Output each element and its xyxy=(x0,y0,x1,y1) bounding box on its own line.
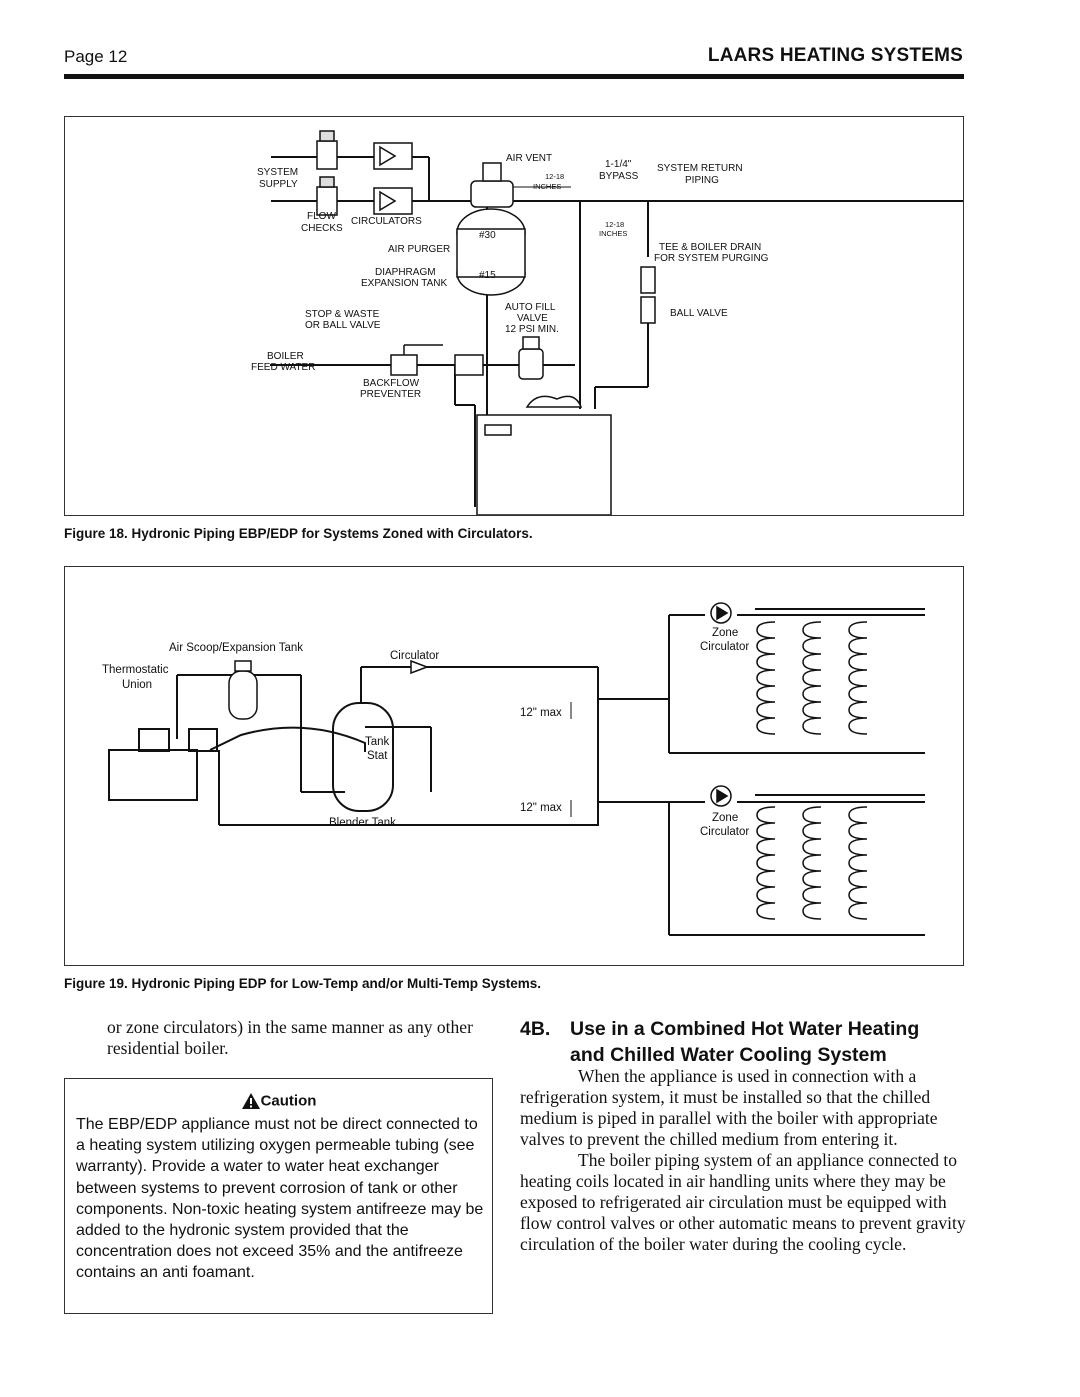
figure-18-diagram xyxy=(64,116,964,516)
tank-stat-label-1: Tank xyxy=(365,736,390,748)
caution-heading xyxy=(65,1092,492,1110)
figure-19-diagram xyxy=(64,566,964,966)
tee-label-2: FOR SYSTEM PURGING xyxy=(654,253,769,264)
diaphragm-label-1: DIAPHRAGM xyxy=(375,267,436,278)
header-rule xyxy=(64,74,964,79)
dim-b-label-1: 12-18 xyxy=(605,220,625,229)
stop-waste-label-2: OR BALL VALVE xyxy=(305,320,381,331)
circulators-label: CIRCULATORS xyxy=(351,216,422,227)
dim-a-label-1: 12-18 xyxy=(545,172,565,181)
system-return-label-2: PIPING xyxy=(685,175,719,186)
figure-19-caption: Figure 19. Hydronic Piping EDP for Low-Temp and/or Multi-Temp Systems. xyxy=(64,976,542,991)
circulator-label: Circulator xyxy=(390,650,440,662)
caution-box xyxy=(64,1078,493,1314)
paragraph-1: When the appliance is used in connection with a refrigeration system, it must be installed so that the chilled medium is piped in parallel with the boiler with appropriate valves to prevent the chilled medium from entering it. xyxy=(520,1066,938,1149)
caution-body: The EBP/EDP appliance must not be direct connected to a heating system utilizing oxygen permeable tubing (see warranty). Provide a water to water heat exchanger between systems to prevent corrosion of tank or other components. Non-toxic heating system antifreeze may be added to the hydronic system provided that the concentration does not exceed 35% and the antifreeze contains an anti foamant. xyxy=(76,1116,484,1282)
thermostatic-label-1: Thermostatic xyxy=(102,664,169,676)
section-title-line-2: and Chilled Water Cooling System xyxy=(570,1044,887,1066)
air-purger-label: AIR PURGER xyxy=(388,244,451,255)
brand-title: LAARS HEATING SYSTEMS xyxy=(707,45,963,66)
system-supply-label-2: SUPPLY xyxy=(259,179,298,190)
dim-b-label-2: INCHES xyxy=(599,229,628,238)
backflow-label-2: PREVENTER xyxy=(360,389,422,400)
system-supply-label-1: SYSTEM xyxy=(257,167,299,178)
figure-18-caption: Figure 18. Hydronic Piping EBP/EDP for Systems Zoned with Circulators. xyxy=(64,526,533,541)
bypass-label-1: 1-1/4" xyxy=(605,159,632,170)
tee-label-1: TEE & BOILER DRAIN xyxy=(659,242,762,253)
caution-title: Caution xyxy=(260,1092,317,1110)
zone-top-label-2: Circulator xyxy=(700,641,750,653)
zone-top-label-1: Zone xyxy=(712,627,739,639)
section-number: 4B. xyxy=(520,1018,551,1040)
stop-waste-label-1: STOP & WASTE xyxy=(305,309,380,320)
auto-fill-label-3: 12 PSI MIN. xyxy=(505,324,559,335)
auto-fill-label-2: VALVE xyxy=(517,313,548,324)
section-heading xyxy=(520,1016,975,1068)
auto-fill-label-1: AUTO FILL xyxy=(505,302,556,313)
figure-18-svg xyxy=(65,117,963,515)
blender-tank-label: Blender Tank xyxy=(329,817,396,829)
bypass-label-2: BYPASS xyxy=(599,171,639,182)
continued-paragraph: or zone circulators) in the same manner as any other residential boiler. xyxy=(107,1017,473,1058)
paragraph-2: The boiler piping system of an appliance connected to heating coils located in air handling units where they may be exposed to refrigerated air circulation must be equipped with flow control valves or other automatic means to prevent gravity circulation of the boiler water during the cooling cycle. xyxy=(520,1150,966,1254)
flow-checks-label-1: FLOW xyxy=(307,211,336,222)
thermostatic-label-2: Union xyxy=(122,679,153,691)
max-bottom-label: 12" max xyxy=(520,802,562,814)
zone-bottom-label-2: Circulator xyxy=(700,826,750,838)
air-scoop-label: Air Scoop/Expansion Tank xyxy=(169,642,304,654)
diaphragm-label-2: EXPANSION TANK xyxy=(361,278,448,289)
flow-checks-label-2: CHECKS xyxy=(301,223,343,234)
page-number: Page 12 xyxy=(64,47,128,66)
boiler-feed-label-1: BOILER xyxy=(267,351,304,362)
backflow-label-1: BACKFLOW xyxy=(363,378,420,389)
max-top-label: 12" max xyxy=(520,707,562,719)
figure-19-svg xyxy=(65,567,963,965)
air-vent-label: AIR VENT xyxy=(506,153,553,164)
system-return-label-1: SYSTEM RETURN xyxy=(657,163,743,174)
dim-a-label-2: INCHES xyxy=(533,182,562,191)
boiler-feed-label-2: FEED WATER xyxy=(251,362,316,373)
heating-coils xyxy=(757,622,867,919)
ball-valve-label: BALL VALVE xyxy=(670,308,728,319)
warning-icon xyxy=(241,1092,261,1110)
section-body xyxy=(520,1066,970,1255)
zone-bottom-label-1: Zone xyxy=(712,812,739,824)
tag-15-label: #15 xyxy=(479,270,496,281)
tag-30-label: #30 xyxy=(479,230,496,241)
tank-stat-label-2: Stat xyxy=(367,750,388,762)
section-title-line-1: Use in a Combined Hot Water Heating xyxy=(570,1018,920,1040)
